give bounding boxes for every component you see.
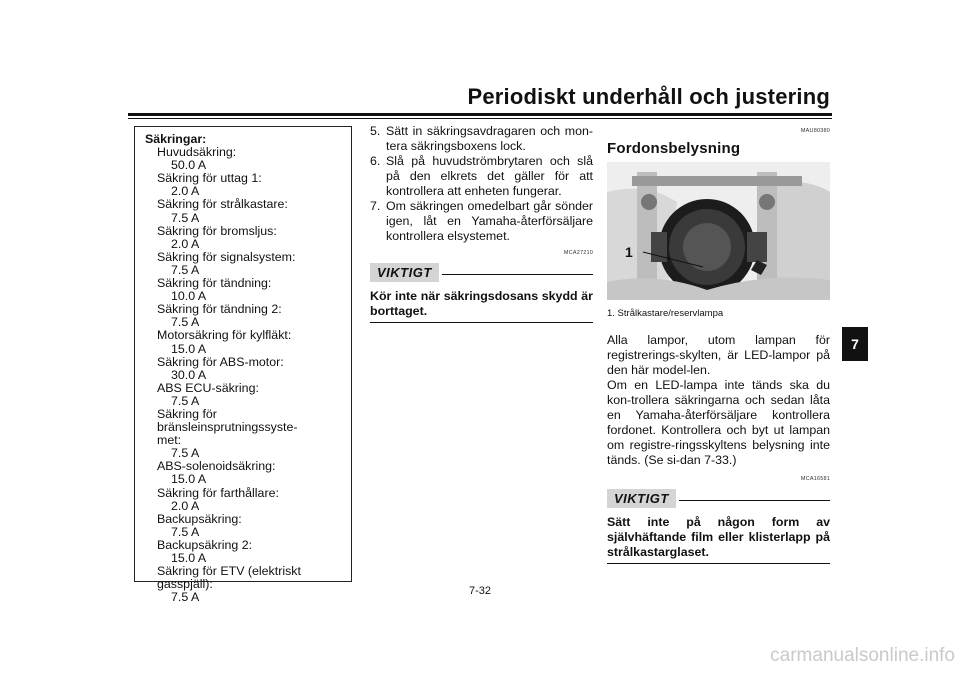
section-code: MAU80380 xyxy=(800,128,830,134)
fuse-rating: 2.0 A xyxy=(171,498,200,513)
body-paragraph-1: Alla lampor, utom lampan för registrerings-skylten, är LED-lampor på den här model-len. xyxy=(607,333,830,377)
headlight-photo xyxy=(607,162,830,300)
notice-badge: VIKTIGT xyxy=(607,489,676,508)
body-paragraph-2: Om en LED-lampa inte tänds ska du kon-trollera säkringarna och sedan låta en Yamaha-återförsäljare kontrollera fordonet. Kontrollera och byt ut lampan om registre-ringsskyltens belysning inte tänds. (Se si-dan 7-33.) xyxy=(607,378,830,467)
fuse-rating: 7.5 A xyxy=(171,590,200,605)
notice-code: MCA16581 xyxy=(800,476,830,482)
fuse-name: Säkring för uttag 1: xyxy=(157,171,262,186)
fuse-rating: 15.0 A xyxy=(171,472,207,487)
fuse-rating: 15.0 A xyxy=(171,341,207,356)
photo-callout: 1 xyxy=(625,244,633,260)
fuse-rating: 7.5 A xyxy=(171,446,200,461)
fuse-name: Säkring för ABS-motor: xyxy=(157,354,284,369)
step-number: 6. xyxy=(370,154,381,168)
header-rule xyxy=(128,113,832,116)
notice-text: Sätt inte på någon form av självhäftande film eller klisterlapp på strålkastarglaset. xyxy=(607,515,830,559)
fuse-rating: 7.5 A xyxy=(171,393,200,408)
step-item xyxy=(370,199,593,244)
step-number: 5. xyxy=(370,124,381,138)
fuse-spec-box xyxy=(134,126,352,605)
notice-text: Kör inte när säkringsdosans skydd är borttaget. xyxy=(370,289,593,318)
fuse-name: Säkring för ETV (elektriskt gasspjäll): xyxy=(157,564,301,592)
fuse-name: ABS-solenoidsäkring: xyxy=(157,459,276,474)
notice-rule xyxy=(679,500,830,501)
fuse-name: met: xyxy=(157,433,182,448)
middle-column xyxy=(370,124,593,323)
fuse-name: Säkring för tändning: xyxy=(157,276,272,291)
notice-header xyxy=(370,263,593,285)
step-text: Om säkringen omedelbart går sönder igen, låt en Yamaha-återförsäljare kontrollera elsystemet. xyxy=(386,199,593,243)
fuse-name: Backupsäkring: xyxy=(157,511,242,526)
fuse-name: Säkring för farthållare: xyxy=(157,485,279,500)
step-item xyxy=(370,124,593,154)
header-rule-thin xyxy=(128,118,832,119)
fuse-name: Backupsäkring 2: xyxy=(157,537,253,552)
fuse-rating: 7.5 A xyxy=(171,524,200,539)
fuse-name: Säkring för tändning 2: xyxy=(157,302,282,317)
fuse-rating: 2.0 A xyxy=(171,236,200,251)
step-item xyxy=(370,154,593,199)
notice-header xyxy=(607,489,830,511)
notice-code: MCA27210 xyxy=(563,250,593,256)
fuse-spec-title: Säkringar: xyxy=(145,132,207,146)
fuse-rating: 2.0 A xyxy=(171,184,200,199)
notice-rule xyxy=(442,274,593,275)
fuse-name: Huvudsäkring: xyxy=(157,145,237,160)
page-title: Periodiskt underhåll och justering xyxy=(467,84,830,109)
page-number: 7-32 xyxy=(468,585,492,597)
fuse-name: Säkring för strålkastare: xyxy=(157,197,288,212)
headlight-illustration xyxy=(607,162,830,300)
fuse-name: Motorsäkring för kylfläkt: xyxy=(157,328,292,343)
fuse-rating: 30.0 A xyxy=(171,367,207,382)
notice-underline xyxy=(607,563,830,564)
fuse-name: Säkring för bromsljus: xyxy=(157,223,277,238)
fuse-rating: 15.0 A xyxy=(171,551,207,565)
fuse-rating: 50.0 A xyxy=(171,158,207,173)
fuse-rating: 10.0 A xyxy=(171,289,207,304)
fuse-name: Säkring för bränsleinsprutningssyste- xyxy=(157,406,298,435)
fuse-name: Säkring för signalsystem: xyxy=(157,249,296,264)
photo-caption: 1. Strålkastare/reservlampa xyxy=(607,308,724,319)
section-title: Fordonsbelysning xyxy=(607,140,741,157)
watermark: carmanualsonline.info xyxy=(770,645,955,666)
fuse-rating: 7.5 A xyxy=(171,315,200,330)
step-number: 7. xyxy=(370,199,381,213)
fuse-rating: 7.5 A xyxy=(171,262,200,277)
notice-badge: VIKTIGT xyxy=(370,263,439,282)
fuse-rating: 7.5 A xyxy=(171,210,200,225)
fuse-name: ABS ECU-säkring: xyxy=(157,380,259,395)
fuse-spec-list xyxy=(145,146,351,604)
notice-underline xyxy=(370,322,593,323)
right-column xyxy=(607,124,830,564)
step-text: Slå på huvudströmbrytaren och slå på den elkrets det gäller för att kontrollera att enheten fungerar. xyxy=(386,154,593,198)
step-list xyxy=(370,124,593,244)
chapter-tab: 7 xyxy=(842,327,868,361)
step-text: Sätt in säkringsavdragaren och mon-tera säkringsboxens lock. xyxy=(386,124,593,153)
